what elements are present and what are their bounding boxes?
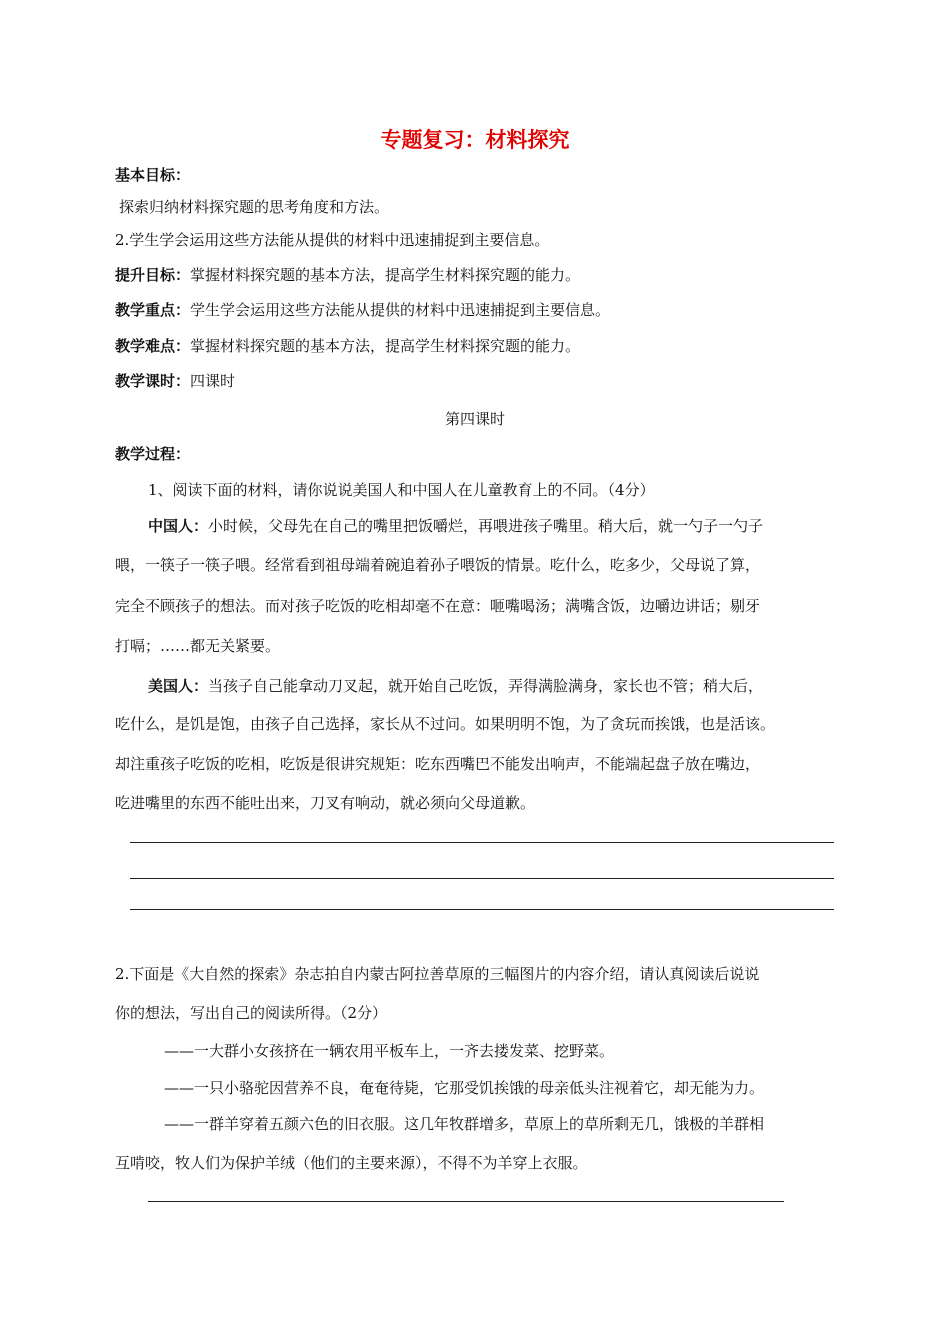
- advanced-goal-text: 掌握材料探究题的基本方法，提高学生材料探究题的能力。: [190, 266, 581, 284]
- american-text-line-3: 却注重孩子吃饭的吃相，吃饭是很讲究规矩：吃东西嘴巴不能发出响声，不能端起盘子放在嘴边，: [115, 755, 761, 773]
- chinese-text-line-1: 小时候，父母先在自己的嘴里把饭嚼烂，再喂进孩子嘴里。稍大后，就一勺子一勺子: [208, 517, 764, 535]
- difficulty-label: 教学难点：: [115, 337, 191, 355]
- process-label: 教学过程：: [115, 445, 191, 463]
- advanced-goal-label: 提升目标：: [115, 266, 191, 284]
- american-text-line-2: 吃什么，是饥是饱，由孩子自己选择，家长从不过问。如果明明不饱，为了贪玩而挨饿，也是活该。: [115, 715, 776, 733]
- basic-goal-item-1: 探索归纳材料探究题的思考角度和方法。: [119, 198, 390, 216]
- question-1-prompt: 1、阅读下面的材料，请你说说美国人和中国人在儿童教育上的不同。（4分）: [148, 481, 655, 499]
- basic-goal-item-2: 2.学生学会运用这些方法能从提供的材料中迅速捕捉到主要信息。: [115, 231, 550, 249]
- page-title: 专题复习：材料探究: [380, 128, 570, 152]
- key-point-text: 学生学会运用这些方法能从提供的材料中迅速捕捉到主要信息。: [190, 301, 611, 319]
- class-hours-text: 四课时: [190, 372, 236, 390]
- chinese-text-line-4: 打嗝；……都无关紧要。: [115, 637, 281, 655]
- answer-line-2[interactable]: [130, 878, 834, 879]
- american-paragraph-line-1: [148, 675, 763, 696]
- question-2-item-3: ——一群羊穿着五颜六色的旧衣服。这几年牧群增多，草原上的草所剩无几，饿极的羊群相: [164, 1115, 765, 1133]
- key-point-label: 教学重点：: [115, 301, 191, 319]
- chinese-label: 中国人：: [148, 517, 209, 535]
- difficulty: [115, 335, 580, 356]
- question-2-item-3-continued: 互啃咬，牧人们为保护羊绒（他们的主要来源），不得不为羊穿上衣服。: [115, 1154, 588, 1172]
- american-label: 美国人：: [148, 677, 209, 695]
- basic-goal-label: 基本目标：: [115, 166, 191, 184]
- answer-line-3[interactable]: [130, 909, 834, 910]
- question-2-prompt-line-1: 2.下面是《大自然的探索》杂志拍自内蒙古阿拉善草原的三幅图片的内容介绍，请认真阅读后说说: [115, 965, 760, 983]
- question-2-prompt-line-2: 你的想法，写出自己的阅读所得。（2分）: [115, 1004, 388, 1022]
- class-hours-label: 教学课时：: [115, 372, 191, 390]
- chinese-paragraph-line-1: [148, 515, 763, 536]
- question-2-item-2: ——一只小骆驼因营养不良，奄奄待毙，它那受饥挨饿的母亲低头注视着它，却无能为力。: [164, 1079, 765, 1097]
- chinese-text-line-2: 喂，一筷子一筷子喂。经常看到祖母端着碗追着孙子喂饭的情景。吃什么，吃多少，父母说了算，: [115, 556, 761, 574]
- lesson-heading: 第四课时: [444, 410, 505, 428]
- advanced-goal: [115, 264, 580, 285]
- american-text-line-4: 吃进嘴里的东西不能吐出来，刀叉有响动，就必须向父母道歉。: [115, 794, 536, 812]
- difficulty-text: 掌握材料探究题的基本方法，提高学生材料探究题的能力。: [190, 337, 581, 355]
- answer-line-1[interactable]: [130, 842, 834, 843]
- chinese-text-line-3: 完全不顾孩子的想法。而对孩子吃饭的吃相却毫不在意：咂嘴喝汤；满嘴含饭，边嚼边讲话；剔牙: [115, 597, 761, 615]
- key-point: [115, 299, 610, 320]
- american-text-line-1: 当孩子自己能拿动刀叉起，就开始自己吃饭，弄得满脸满身，家长也不管；稍大后，: [208, 677, 764, 695]
- question-2-item-1: ——一大群小女孩挤在一辆农用平板车上，一齐去搂发菜、挖野菜。: [164, 1042, 615, 1060]
- class-hours: [115, 370, 235, 391]
- answer-line-4[interactable]: [148, 1201, 784, 1202]
